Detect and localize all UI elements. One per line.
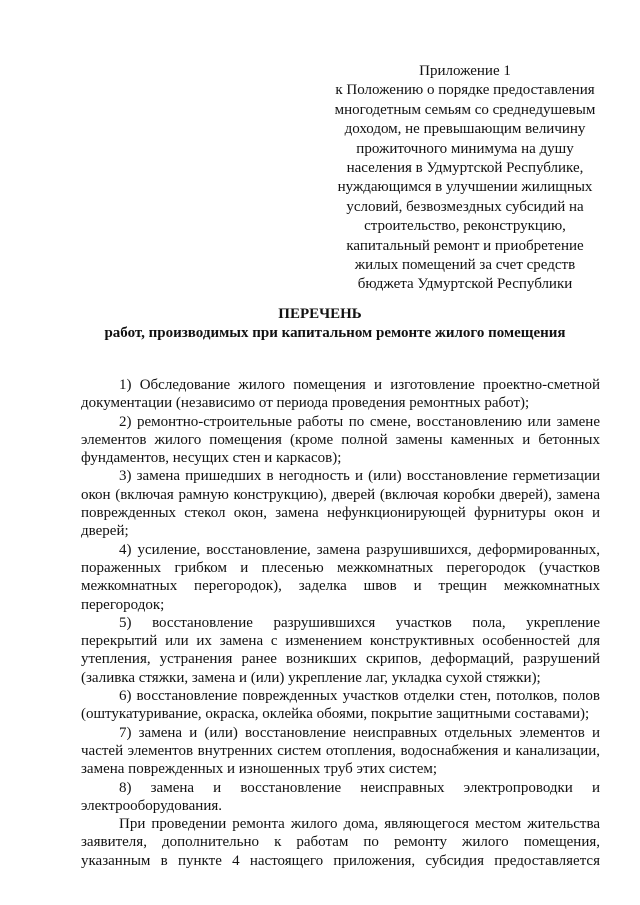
text-line: частей элементов внутренних систем отопления, водоснабжения и канализации,	[81, 742, 600, 759]
text-line: 3) замена пришедших в негодность и (или) восстановление герметизации	[119, 468, 600, 485]
text-line: 4) усиление, восстановление, замена разрушившихся, деформированных,	[119, 541, 600, 558]
appendix-line: населения в Удмуртской Республике,	[346, 160, 584, 177]
appendix-line: Приложение 1	[419, 63, 511, 79]
text-line: окон (включая рамную конструкцию), дверей (включая коробки дверей), замена	[81, 486, 600, 503]
text-line: 1) Обследование жилого помещения и изготовление проектно-сметной	[119, 377, 600, 393]
list-item-7	[81, 724, 600, 779]
text-line: документации (независимо от периода проведения ремонтных работ);	[81, 395, 530, 412]
text-line: При проведении ремонта жилого дома, являющегося местом жительства	[119, 816, 600, 833]
text-line: 7) замена и (или) восстановление неисправных отдельных элементов и	[119, 724, 600, 741]
text-line: (заливка стяжки, замена и (или) укрепление лаг, укладка сухой стяжки);	[81, 669, 541, 686]
text-line: фундаментов, несущих стен и каркасов);	[81, 450, 342, 467]
appendix-line: условий, безвозмездных субсидий на	[346, 198, 584, 215]
list-item-4	[81, 541, 600, 614]
appendix-line: капитальный ремонт и приобретение	[346, 237, 584, 254]
appendix-line: доходом, не превышающим величину	[344, 121, 586, 138]
list-item-5	[81, 614, 600, 687]
document-subtitle: работ, производимых при капитальном ремонте жилого помещения	[104, 325, 566, 341]
text-line: 6) восстановление поврежденных участков отделки стен, потолков, полов	[119, 688, 600, 705]
text-line: заявителя, дополнительно к работам по ремонту жилого помещения,	[81, 834, 600, 851]
text-line: электрооборудования.	[81, 797, 223, 814]
works-list	[81, 376, 600, 870]
appendix-header	[330, 62, 600, 295]
appendix-line: строительство, реконструкцию,	[364, 218, 566, 235]
appendix-line: к Положению о порядке предоставления	[335, 82, 595, 99]
text-line: (оштукатуривание, окраска, оклейка обоями, покрытие защитными составами);	[81, 706, 590, 723]
appendix-line: прожиточного минимума на душу	[356, 140, 574, 157]
list-item-8	[81, 779, 600, 816]
document-title: ПЕРЕЧЕНЬ	[278, 306, 362, 322]
appendix-line: многодетным семьям со среднедушевым	[334, 101, 596, 118]
appendix-line: нуждающимся в улучшении жилищных	[337, 179, 593, 196]
text-line: 2) ремонтно-строительные работы по смене, восстановлению или замене	[119, 413, 600, 430]
text-line: дверей;	[81, 523, 129, 540]
text-line: перегородок;	[81, 596, 165, 613]
text-line: элементов жилого помещения (кроме полной замены каменных и бетонных	[81, 431, 600, 448]
text-line: перекрытий или их замена с изменением конструктивных особенностей для	[81, 633, 600, 650]
list-item-6	[81, 687, 600, 724]
text-line: утепления, устранения ранее возникших скрипов, деформаций, разрушений	[81, 651, 600, 668]
text-line: пораженных грибком и плесенью межкомнатных перегородок (участков	[81, 559, 600, 576]
text-line: замена поврежденных и изношенных труб этих систем;	[81, 761, 438, 778]
text-line: 5) восстановление разрушившихся участков пола, укрепление	[119, 614, 600, 631]
text-line: 8) замена и восстановление неисправных электропроводки и	[119, 779, 600, 796]
list-item-2	[81, 413, 600, 468]
appendix-line: бюджета Удмуртской Республики	[357, 276, 573, 293]
appendix-line: жилых помещений за счет средств	[354, 257, 576, 274]
list-item-1	[81, 376, 600, 413]
text-line: межкомнатных перегородок), заделка швов и трещин межкомнатных	[81, 578, 600, 595]
text-line: поврежденных стекол окон, замена нефункционирующей фурнитуры окон и	[81, 505, 600, 522]
list-item-3	[81, 467, 600, 540]
closing-paragraph	[81, 815, 600, 870]
text-line: указанным в пункте 4 настоящего приложения, субсидия предоставляется	[81, 852, 600, 869]
